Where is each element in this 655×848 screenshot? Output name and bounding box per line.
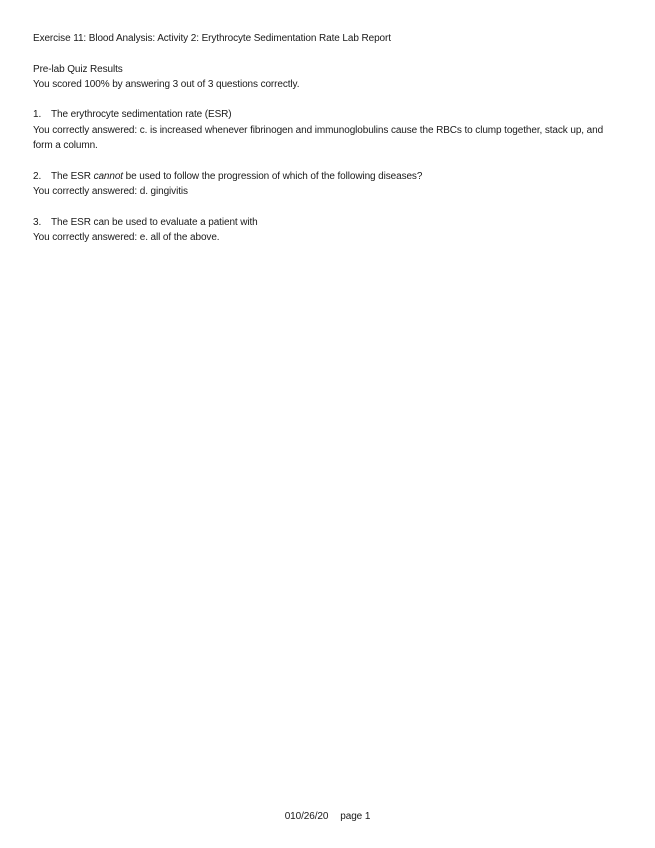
report-content bbox=[33, 31, 625, 260]
page-footer bbox=[0, 809, 655, 824]
question-2-emphasis: cannot bbox=[93, 170, 123, 182]
question-3-text: The ESR can be used to evaluate a patient with bbox=[51, 216, 258, 228]
question-3-prompt bbox=[33, 215, 625, 230]
question-1-text: The erythrocyte sedimentation rate (ESR) bbox=[51, 109, 232, 121]
question-1-answer: You correctly answered: c. is increased whenever fibrinogen and immunoglobulins cause the RBCs to clump together, stack up, and form a column. bbox=[33, 124, 604, 152]
question-2-prompt bbox=[33, 169, 625, 184]
question-2 bbox=[33, 169, 625, 200]
question-3-answer: You correctly answered: e. all of the above. bbox=[33, 231, 220, 243]
question-2-number: 2. bbox=[33, 170, 42, 182]
quiz-score: You scored 100% by answering 3 out of 3 questions correctly. bbox=[33, 78, 300, 90]
quiz-summary bbox=[33, 62, 625, 93]
footer-page-number: page 1 bbox=[340, 811, 371, 822]
question-3 bbox=[33, 215, 625, 246]
report-title: Exercise 11: Blood Analysis: Activity 2: Erythrocyte Sedimentation Rate Lab Report bbox=[33, 33, 391, 44]
question-2-answer: You correctly answered: d. gingivitis bbox=[33, 185, 188, 197]
footer-date: 010/26/20 bbox=[284, 811, 329, 822]
question-3-number: 3. bbox=[33, 216, 42, 228]
question-2-text-after: be used to follow the progression of which of the following diseases? bbox=[123, 170, 423, 182]
question-2-text-before: The ESR bbox=[51, 170, 94, 182]
question-1-prompt bbox=[33, 107, 625, 122]
question-1-number: 1. bbox=[33, 109, 42, 121]
quiz-heading: Pre-lab Quiz Results bbox=[33, 63, 123, 75]
question-1 bbox=[33, 107, 625, 153]
